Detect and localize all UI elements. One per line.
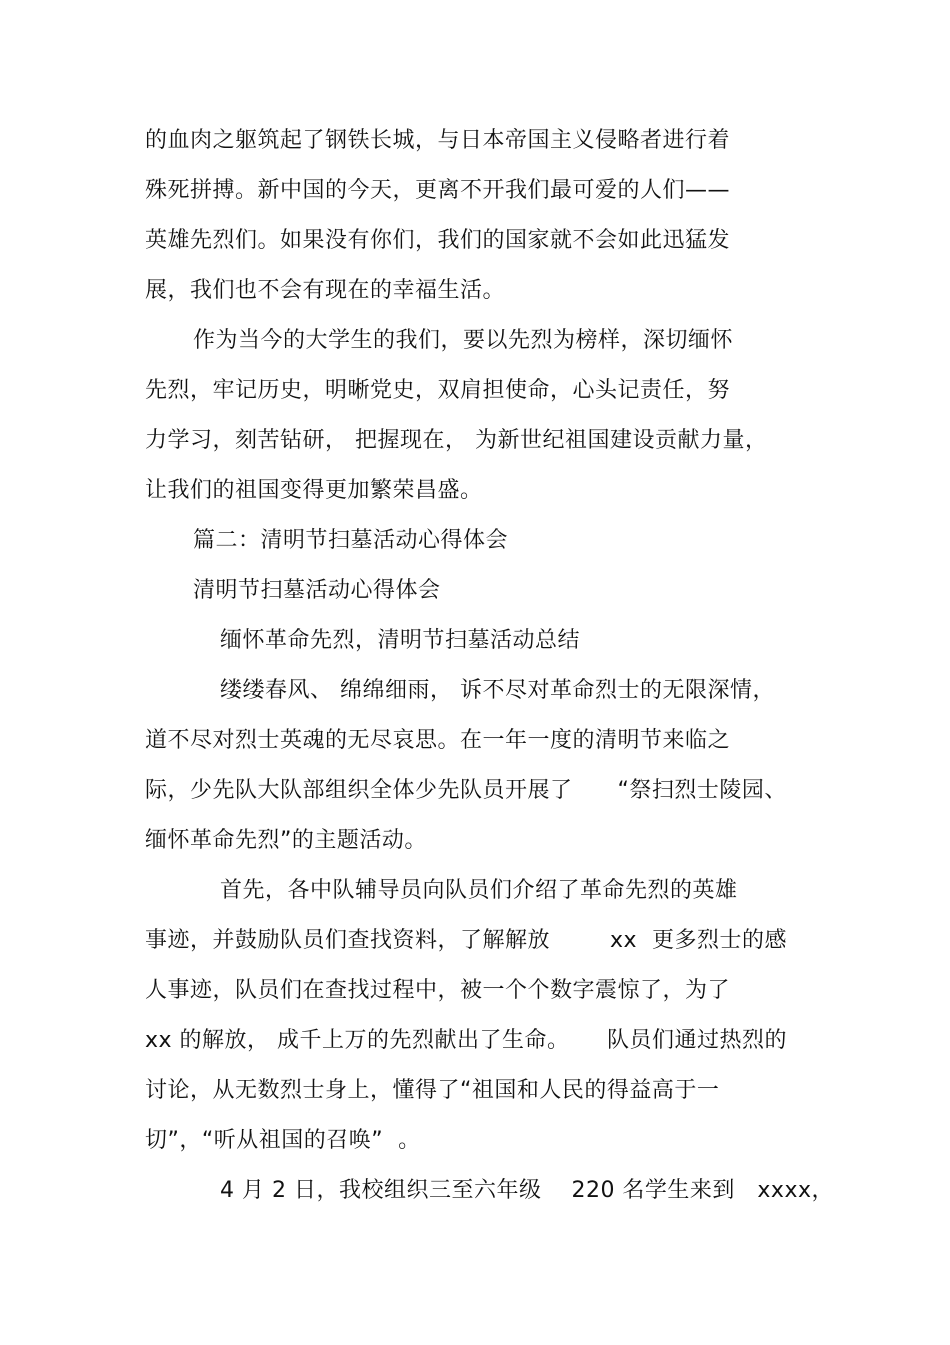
text-line: 殊死拼搏。新中国的今天，更离不开我们最可爱的人们—— [145,178,731,203]
text-line: 际，少先队大队部组织全体少先队员开展了 “祭扫烈士陵园、 [145,778,787,803]
text-line: 先烈，牢记历史，明晰党史，双肩担使命，心头记责任，努 [145,378,731,403]
text-line: 展，我们也不会有现在的幸福生活。 [145,278,506,303]
text-line: 英雄先烈们。如果没有你们，我们的国家就不会如此迅猛发 [145,228,731,253]
text-line: 的血肉之躯筑起了钢铁长城，与日本帝国主义侵略者进行着 [145,128,731,153]
text-line: 首先，各中队辅导员向队员们介绍了革命先烈的英雄 [220,878,738,903]
text-line: 缕缕春风、 绵绵细雨， 诉不尽对革命烈士的无限深情， [220,678,775,703]
text-line: 事迹，并鼓励队员们查找资料，了解解放 xx 更多烈士的感 [145,928,787,953]
text-line: xx 的解放， 成千上万的先烈献出了生命。 队员们通过热烈的 [145,1028,787,1053]
text-line: 切”，“听从祖国的召唤” 。 [145,1128,421,1153]
text-line: 缅怀革命先烈”的主题活动。 [145,828,427,853]
text-line: 让我们的祖国变得更加繁荣昌盛。 [145,478,483,503]
text-line: 作为当今的大学生的我们，要以先烈为榜样，深切缅怀 [193,328,734,353]
text-line: 4 月 2 日，我校组织三至六年级 220 名学生来到 xxxx， [220,1178,834,1203]
document-title: 清明节扫墓活动心得体会 [193,578,441,603]
section-heading: 篇二：清明节扫墓活动心得体会 [193,528,509,553]
text-line: 人事迹，队员们在查找过程中，被一个个数字震惊了，为了 [145,978,731,1003]
text-line: 讨论，从无数烈士身上，懂得了“祖国和人民的得益高于一 [145,1078,720,1103]
text-line: 力学习，刻苦钻研， 把握现在， 为新世纪祖国建设贡献力量， [145,428,768,453]
document-subtitle: 缅怀革命先烈，清明节扫墓活动总结 [220,628,581,653]
text-line: 道不尽对烈士英魂的无尽哀思。在一年一度的清明节来临之 [145,728,731,753]
